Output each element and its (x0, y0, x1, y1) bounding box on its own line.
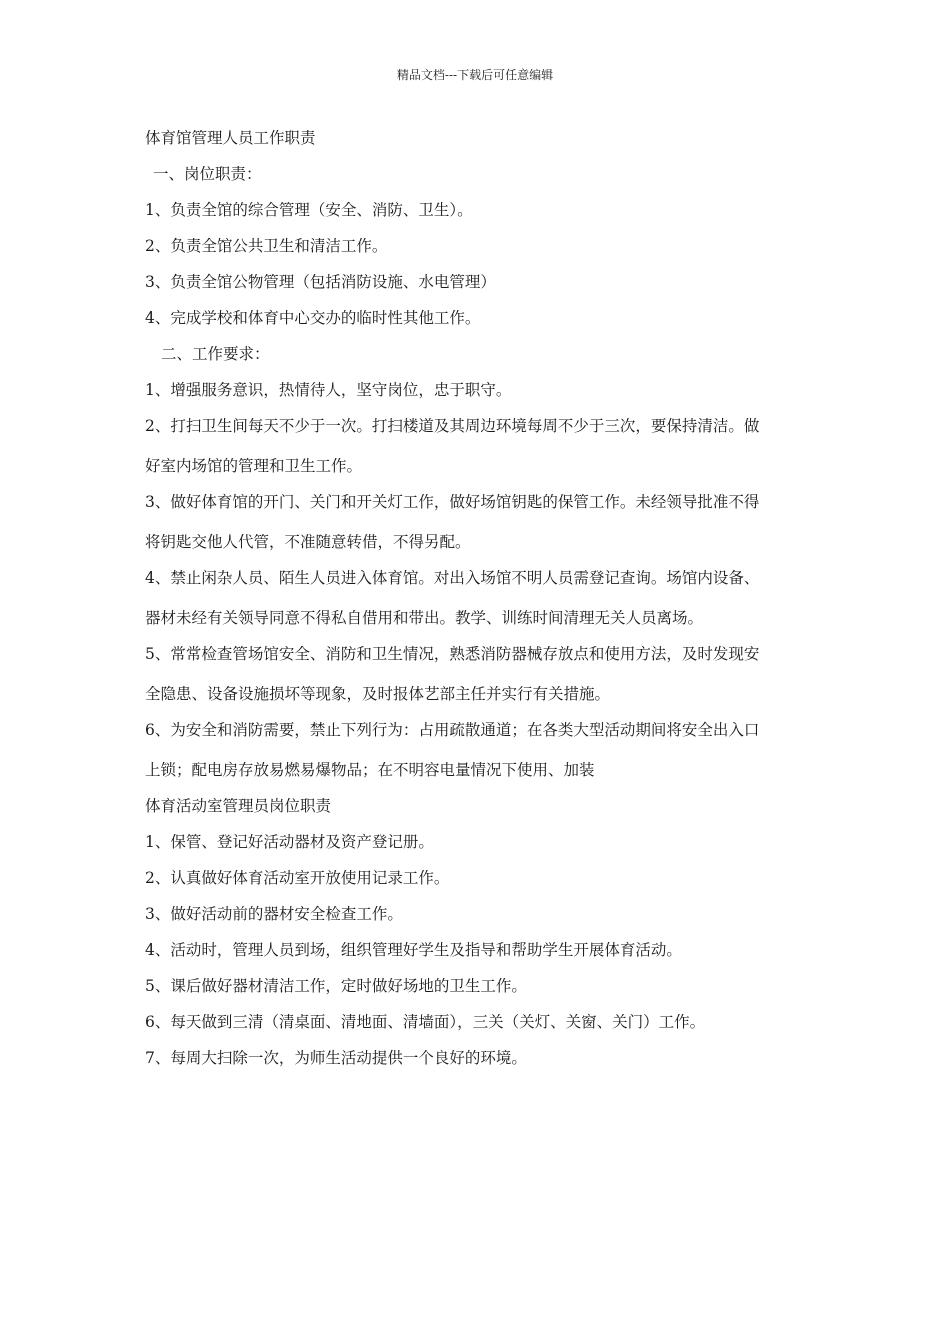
activity-duty-item: 4、活动时，管理人员到场，组织管理好学生及指导和帮助学生开展体育活动。 (145, 941, 682, 959)
doc-title-activity-room: 体育活动室管理员岗位职责 (145, 797, 332, 815)
activity-duty-item: 3、做好活动前的器材安全检查工作。 (145, 905, 403, 923)
section-heading-requirements: 二、工作要求： (161, 345, 270, 363)
activity-duty-item: 2、认真做好体育活动室开放使用记录工作。 (145, 869, 450, 887)
requirement-item: 6、为安全和消防需要，禁止下列行为：占用疏散通道；在各类大型活动期间将安全出入口 (145, 721, 760, 739)
requirement-item: 1、增强服务意识，热情待人，坚守岗位，忠于职守。 (145, 381, 512, 399)
activity-duty-item: 1、保管、登记好活动器材及资产登记册。 (145, 833, 434, 851)
duty-item: 1、负责全馆的综合管理（安全、消防、卫生）。 (145, 201, 473, 219)
requirement-item: 5、常常检查管场馆安全、消防和卫生情况，熟悉消防器械存放点和使用方法，及时发现安 (145, 645, 760, 663)
requirement-item-cont: 好室内场馆的管理和卫生工作。 (145, 457, 363, 475)
page-header: 精品文档---下载后可任意编辑 (396, 68, 554, 82)
requirement-item: 3、做好体育馆的开门、关门和开关灯工作，做好场馆钥匙的保管工作。未经领导批准不得 (145, 493, 760, 511)
activity-duty-item: 6、每天做到三清（清桌面、清地面、清墙面），三关（关灯、关窗、关门）工作。 (145, 1013, 706, 1031)
activity-duty-item: 5、课后做好器材清洁工作，定时做好场地的卫生工作。 (145, 977, 527, 995)
document-body (145, 128, 815, 1084)
doc-title-gym-staff: 体育馆管理人员工作职责 (145, 129, 316, 147)
requirement-item-cont: 器材未经有关领导同意不得私自借用和带出。教学、训练时间清理无关人员离场。 (145, 609, 704, 627)
requirement-item: 2、打扫卫生间每天不少于一次。打扫楼道及其周边环境每周不少于三次，要保持清洁。做 (145, 417, 760, 435)
requirement-item: 4、禁止闲杂人员、陌生人员进入体育馆。对出入场馆不明人员需登记查询。场馆内设备、 (145, 569, 760, 587)
duty-item: 4、完成学校和体育中心交办的临时性其他工作。 (145, 309, 481, 327)
activity-duty-item: 7、每周大扫除一次，为师生活动提供一个良好的环境。 (145, 1049, 527, 1067)
requirement-item-cont: 全隐患、设备设施损坏等现象，及时报体艺部主任并实行有关措施。 (145, 685, 611, 703)
section-heading-duties: 一、岗位职责： (153, 165, 262, 183)
duty-item: 2、负责全馆公共卫生和清洁工作。 (145, 237, 388, 255)
duty-item: 3、负责全馆公物管理（包括消防设施、水电管理） (145, 273, 496, 291)
requirement-item-cont: 上锁；配电房存放易燃易爆物品；在不明容电量情况下使用、加装 (145, 761, 595, 779)
requirement-item-cont: 将钥匙交他人代管，不准随意转借，不得另配。 (145, 533, 471, 551)
